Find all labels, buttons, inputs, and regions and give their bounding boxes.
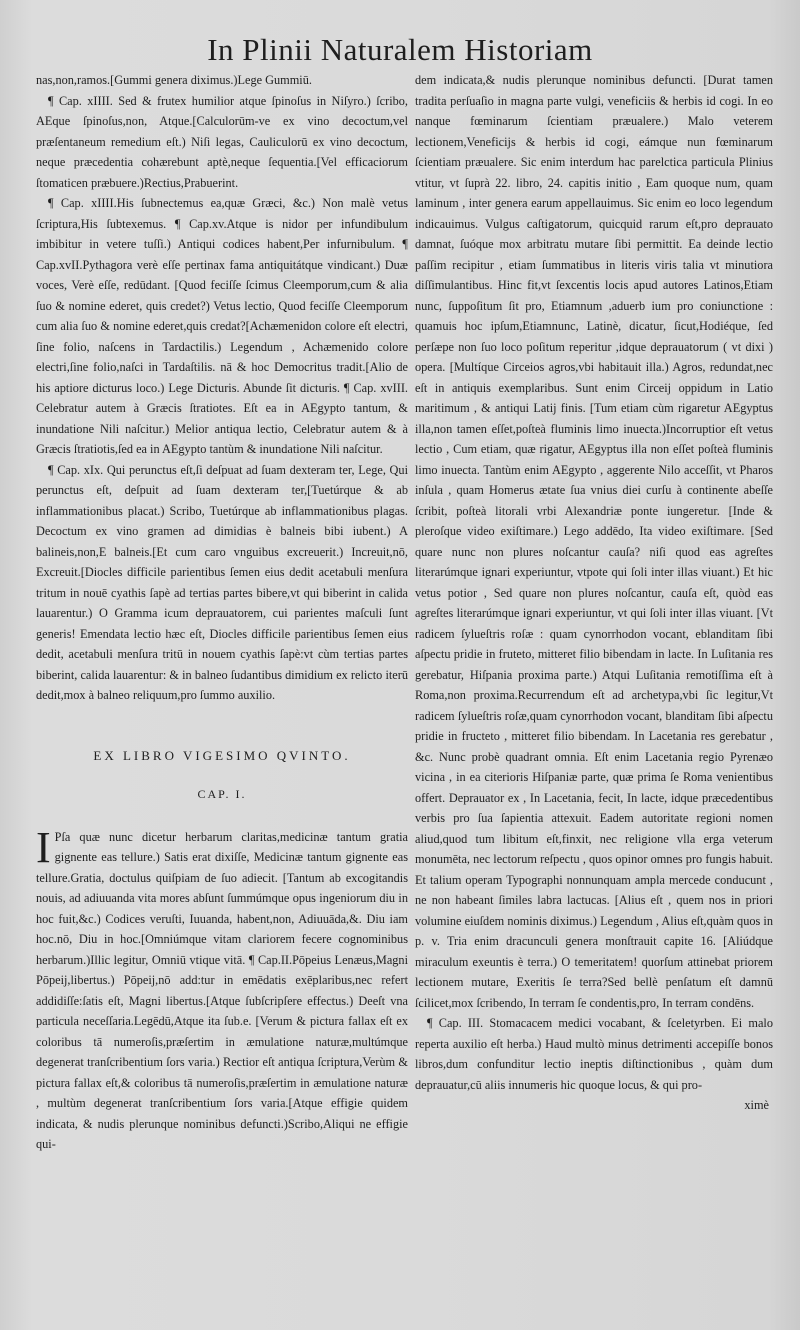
paragraph	[36, 822, 408, 1155]
book-heading: EX LIBRO VIGESIMO QVINTO.	[93, 747, 351, 763]
left-column	[36, 70, 408, 1155]
drop-capital: I	[36, 822, 51, 872]
right-column	[415, 70, 773, 1116]
paragraph: dem indicata,& nudis plerunque nominibus defuncti. [Durat tamen tradita perſuaſio in magna parte vulgi, veneficiis & herbis id cogi. In eo nanque fœminarum ſcientiam præualere.) Malo veterem lectionem,Veneficijs & herbis id cogi, eámque nun fœminarum ſcientiam præualere. Sic enim interdum hac parelctica particula Plinius vtitur, vt ſuprà 22. libro, 24. capitis initio , Eam quoque num, quam laminum , inter genera earum appellauimus. Sic enim eo loco legendum indicauimus. Vulgus caſtigatorum, quicquid rarum eſt,pro deprauato damnat, ſuóque mox arbitratu mutare ſibi permittit. Ea deinde lectio paſſim recipitur , etiam ſummatibus in literis viris talia vt minutiora diſſimulantibus. Hinc fit,vt ſexcentis locis apud autores Latinos,Etiam nunc, ſuppoſitum ſit pro, Etiamnum ,aduerb ium pro coniunctione : quamuis hoc ipſum,Etiamnunc, Latinè, dicatur, ſicut,Hodiéque, ſed perſæpe non ſuo loco poſitum reperitur ,idque deprauatorum ( vt dixi ) opera. [Multíque Circeios agros,vbi habitauit illa.) Agros, redundat,nec eſt in antiquis exemplaribus. Sunt enim Circeij oppidum in Latio maritimum , & antiqui Latij finis. [Tum etiam cùm rigaretur AEgyptus illa,non tamen eſſet,poſteà fluminis limo inuecta.)Incorruptior eſt vetus lectio , Cum etiam, quæ rigatur, AEgyptus illa non eſſet poſteà fluminis limo inuecta. Tantùm enim AEgypto , aggerente Nilo acceſſit, vt Pharos inſula , quam Homerus ætate ſua vnius diei curſu à continente abeſſe ſcribit, poſteà litorali vrbi Alexandriæ ponte iungeretur. [Inde & pleroſque video exiſtimare.) Lego addēdo, Ita video exiſtimare. [Sed quare nunc non plures noſcantur cauſa? niſi quod eas agreſtes literarúmque ignari experiuntur, vtpote qui ſoli inter illas viuant.) Et hic vetus potior , Sed quare non plures noſcantur, cauſa eſt, quòd eas agreſtes literarúmque ignari experiuntur, vt qui ſoli inter illas viuant. [Vt radicem ſylueſtris roſæ : quam cynorrhodon vocant, eblanditam ſibi aſpectu pridie in fruteto, mitteret filio bibendam in lacte. In Luſitania res gerebatur, Hiſpania proxima parte.) Atqui Luſitania remotiſſima eſt à Roma,non proxima.Recurrendum eſt ad archetypa,vbi ſic legitur,Vt radicem ſylueſtris roſæ,quam cynorrhodon vocant, blanditam ſibi aſpectu pridie in fructeto , mitteret filio bibendam. In Lacetania res gerebatur , &c. Nunc probè quadrant omnia. Eſt enim Lacetania regio Pyrenæo vicina , in ea citerioris Hiſpaniæ parte, quæ prima ſe Roma venientibus offert. Deprauator ex , In Lacetania, fecit, In lacte, idque præcedentibus verbis pro ſua ſapientia attexuit. Eadem autoritate regioni nomen aliud,quod tum libitum eſt,finxit, nec religione vlla erga veterum monumēta, nec lectorum reſpectu , quos opinor omnes pro fungis habuit. Et talium operam Typographi nonnunquam ampla mercede conducunt , ne non habeant ſimiles labra lactucas. [Alius eſt , quem nos in priori volumine eiuſdem nominis diximus.) Legendum , Alius eſt,quàm quos in p. v. Tria enim dracunculi genera monſtrauit capite 16. [Aliúdque miraculum exeuntis è terra.) O temeritatem! quorſum attinebat priorem lectionem mutare, Exeritis ſe terra?Sed bellè penſatum eſt damnū ſcilicet,mox ſcribendo, In terram ſe condentis,pro, In terram condēns.	[415, 73, 773, 1010]
paragraph: ¶ Cap. xIx. Qui perunctus eſt,ſi deſpuat ad ſuam dexteram ter, Lege, Qui perunctus eſt, deſpuit ad ſuam dexteram ter,[Tuetúrque & ab inflammationibus placat.) Scribo, Tuetúrque ab inflammationibus plagas. Decoctum ex vino gramen ad dimidias è balneis bibi iubent.) A balineis,non,E balneis.[Et cum caro vnguibus excreuerit.) Increuit,nō, Excreuit.[Diocles difficile parientibus ſemen eius dedit acetabuli menſura tritum in nouē cyathis ſapè ad tertias partes bibere,vt qui biberint in calida lauarentur.) O Gramma icum deprauatorem, cui parientes maſculi ſunt generis! Emendata lectio hæc eſt, Diocles difficile parientibus ſemen eius dedit, acetabuli menſura tritū in nouem cyathis ſapè:vt cùm tertias partes biberint, calida lauarentur: & in balneo ſudantibus dimidium ex relicto iterū dedit,mox à balneo reliquum,pro ſummo auxilio.	[36, 462, 408, 702]
paragraph: nas,non,ramos.[Gummi genera diximus.)Lege Gummiū.	[36, 73, 312, 87]
chapter-heading: CAP. I.	[197, 787, 247, 801]
paragraph: ¶ Cap. xIIII. Sed & frutex humilior atque ſpinoſus in Niſyro.) ſcribo, AEque ſpinoſus,non, Atque.[Calculorūm-ve ex vino decoctum,vel præſentaneum remedium eſt.) Niſi legas, Cauliculorū ex vino decoctum, neque præcedentia cohærebunt aptè,neque ſequentia.[Vel efficaciorum ſtomaticen præbuere.)Rectius,Prabuerint.	[36, 93, 408, 190]
running-title: In Plinii Naturalem Historiam	[207, 32, 593, 67]
catchword: ximè	[744, 1098, 769, 1112]
paragraph: ¶ Cap. xIIII.His ſubnectemus ea,quæ Græci, &c.) Non malè vetus ſcriptura,His ſubtexemus. ¶ Cap.xv.Atque is nidor per infundibulum imbibitur in vetere tuſſi.) Antiqui codices habent,Per infurnibulum. ¶ Cap.xvII.Pythagora verè eſſe pertinax fama antiquitátque vindicant.) Duæ voces, Verè eſſe, redūdant. [Quod feciſſe ſcimus Cleemporum,cum & alia ſuo & nomine ederet, quis credet?) Vetus lectio, Quod feciſſe Cleemporum cum alia ſuo & nomine ederet,quis credat?[Achæmenidon colore eſt electri, ſine folio, naſcens in Tardactilis.) Legendum , Achæmenido colore electri,ſine folio,naſci in Tardaſtilis. nā & hoc Democritus tradit.[Alio de his aptiore dicturus loco.) Lege Dicturis. Abunde ſit dicturis. ¶ Cap. xvIII. Celebratur autem à Græcis ſtratiotes. Eſt ea in AEgypto tantum, & inundatione Nili naſcitur.) Melior antiqua lectio, Celebratur autem & à Græcis ſtratiotis,ſed ea in AEgypto tantùm & inundatione Nili naſcitur.	[36, 196, 408, 456]
paragraph: ¶ Cap. III. Stomacacem medici vocabant, & ſceletyrben. Ei malo reperta auxilio eſt herba.) Haud multò minus detrimenti accepiſſe bonos libros,dum confunditur lectio ineptis diſtinctionibus , quàm dum deprauatur,cū aliis innumeris hic quoque locus, & qui pro-	[415, 1016, 773, 1092]
paragraph-text: Pſa quæ nunc dicetur herbarum claritas,medicinæ tantum gratia gignente eas tellure.) Satis erat dixiſſe, Medicinæ tantum gignente eas tellure.Gratia, doctulus quiſpiam de ſuo adiecit. [Tantum ab excogitandis nouis, ad adiuuanda vita mores abſunt ſummúmque opus ingeniorum diu in hoc fuit,&c.) Codices veruſti, Iuuanda, habent,non, Adiuuāda,&. Diu iam hoc.nō, Diu in hoc.[Omniúmque vitam clariorem fecere cognominibus herbarum.)Illic legitur, Omniū vtique vitā. ¶ Cap.II.Pōpeius Lenæus,Magni Pōpeij,libertus.) Pōpeij,nō add:tur in emēdatis exēplaribus,nec refert addidiſſe:ſatis eſt, Magni libertus.[Atque ſubſcripſere effectus.) Deeſt vna particula neceſſaria.Legēdū,Atque ita ſub.e. [Verum & pictura fallax eſt ex coloribus tā numeroſis,præſertim in æmulatione naturæ,multúmque degenerat tranſcribentium ſors varia.) Rectior eſt antiqua ſcriptura,Verùm & pictura fallax eſt,& coloribus tā numeroſis,præſertim in æmulatione naturæ , multùm degenerat tranſcribentium ſors varia.[Atque effigie quidem indicata, & nudis plerunque nominibus defuncti.)Scribo,Aliqui ne effigie qui-	[36, 829, 408, 1151]
